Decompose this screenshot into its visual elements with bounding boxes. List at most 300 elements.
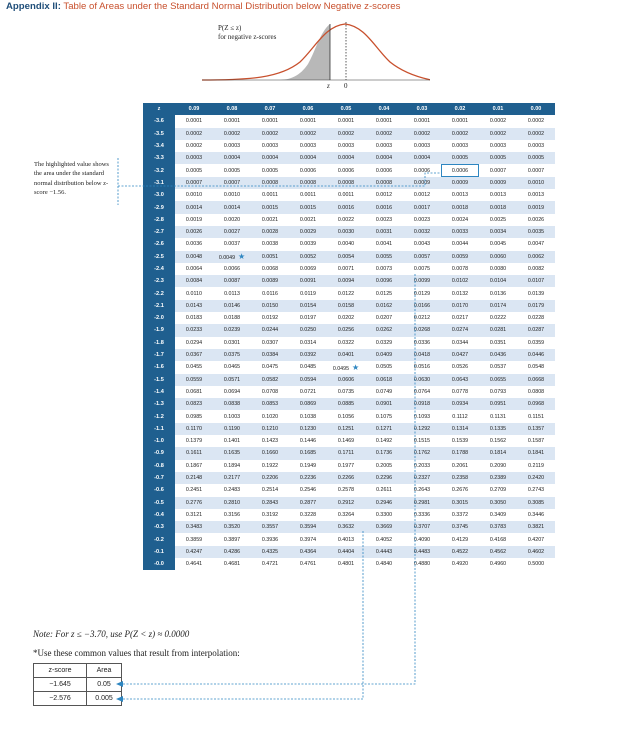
- area-value: 0.4129: [451, 536, 469, 543]
- area-cell: [175, 324, 213, 336]
- area-value: 0.0030: [337, 229, 355, 236]
- area-cell: [365, 128, 403, 140]
- area-value: 0.0475: [261, 364, 279, 371]
- area-value: 0.0188: [223, 315, 241, 322]
- area-value: 0.2119: [528, 462, 544, 469]
- area-cell: [251, 472, 289, 484]
- area-value: 0.0011: [262, 192, 278, 199]
- area-cell: [251, 533, 289, 545]
- z-value: -2.1: [154, 302, 164, 309]
- z-value: -2.9: [154, 204, 164, 211]
- area-cell: [441, 460, 479, 472]
- area-value: 0.0197: [299, 315, 317, 322]
- area-cell: [403, 337, 441, 349]
- area-value: 0.0005: [451, 155, 469, 162]
- area-value: 0.0003: [337, 143, 355, 150]
- area-value: 0.0721: [299, 388, 317, 395]
- area-cell: [175, 226, 213, 238]
- area-value: 0.3015: [451, 499, 469, 506]
- area-cell: [365, 472, 403, 484]
- table-row: [143, 287, 555, 299]
- area-cell: [327, 484, 365, 496]
- area-cell: [175, 460, 213, 472]
- area-value: 0.1562: [489, 438, 507, 445]
- area-cell: [441, 128, 479, 140]
- area-value: 0.0244: [261, 327, 279, 334]
- area-cell: [403, 115, 441, 127]
- area-cell: [327, 140, 365, 152]
- table-row: [143, 164, 555, 176]
- area-value: 0.0418: [413, 352, 431, 359]
- area-value: 0.0006: [375, 167, 393, 174]
- area-value: 0.0096: [375, 278, 393, 285]
- area-value: 0.0228: [527, 315, 545, 322]
- area-cell: [479, 275, 517, 287]
- area-cell: [175, 386, 213, 398]
- area-cell: [289, 275, 327, 287]
- z-value-cell: [143, 115, 175, 127]
- area-cell: [289, 484, 327, 496]
- area-value: 0.0749: [375, 388, 393, 395]
- z-value-cell: [143, 460, 175, 472]
- area-cell: [479, 558, 517, 570]
- area-cell: [517, 164, 555, 176]
- area-value: 0.3372: [451, 511, 469, 518]
- area-value: 0.0526: [451, 364, 469, 371]
- z-value: -0.5: [154, 499, 164, 506]
- area-cell: [251, 300, 289, 312]
- area-value: 0.0002: [527, 118, 545, 125]
- area-cell: [365, 546, 403, 558]
- area-value: 0.4247: [185, 548, 203, 555]
- area-value: 0.4960: [489, 561, 507, 568]
- area-value: 0.0010: [185, 192, 203, 199]
- area-value: 0.4168: [489, 536, 507, 543]
- area-value: 0.0035: [527, 229, 545, 236]
- area-cell: [213, 189, 251, 201]
- area-value: 0.0129: [413, 290, 431, 297]
- area-value: 0.0392: [299, 352, 317, 359]
- area-cell: [479, 546, 517, 558]
- area-cell: [289, 115, 327, 127]
- header-col: 0.06: [289, 103, 327, 115]
- area-value: 0.2709: [489, 487, 507, 494]
- area-value: 0.0091: [299, 278, 317, 285]
- area-value: 0.0125: [375, 290, 393, 297]
- area-cell: [175, 497, 213, 509]
- z-value-cell: [143, 324, 175, 336]
- area-value: 0.5000: [527, 561, 545, 568]
- area-value: 0.0495: [332, 365, 350, 372]
- area-value: 0.3483: [185, 524, 203, 531]
- area-value: 0.0003: [527, 143, 545, 150]
- prob-label: P(Z ≤ z): [218, 24, 242, 32]
- area-cell: [289, 201, 327, 213]
- area-cell: [365, 484, 403, 496]
- area-cell: [251, 214, 289, 226]
- area-value: 0.1469: [337, 438, 355, 445]
- area-cell: [441, 497, 479, 509]
- area-value: 0.0005: [489, 155, 507, 162]
- area-value: 0.1170: [186, 425, 202, 432]
- area-cell: [289, 447, 327, 459]
- header-col: 0.01: [479, 103, 517, 115]
- area-value: 0.4013: [337, 536, 355, 543]
- area-cell: [365, 374, 403, 386]
- area-value: 0.0041: [375, 241, 393, 248]
- area-value: 0.0005: [223, 167, 241, 174]
- area-value: 0.0051: [261, 253, 279, 260]
- area-cell: [441, 201, 479, 213]
- area-value: 0.0037: [223, 241, 241, 248]
- area-cell: [517, 497, 555, 509]
- area-cell: [403, 533, 441, 545]
- area-value: 0.0026: [185, 229, 203, 236]
- z-value: -2.7: [154, 229, 164, 236]
- area-value: 0.1292: [413, 425, 431, 432]
- z-value: -1.3: [154, 401, 164, 408]
- area-cell: [175, 300, 213, 312]
- area-cell: [403, 349, 441, 361]
- area-cell: [441, 251, 479, 263]
- area-cell: [365, 558, 403, 570]
- area-value: 0.2810: [223, 499, 241, 506]
- area-value: 0.1611: [186, 450, 202, 457]
- area-value: 0.0014: [185, 204, 203, 211]
- area-cell: [365, 435, 403, 447]
- area-value: 0.1357: [527, 425, 545, 432]
- area-value: 0.0040: [337, 241, 355, 248]
- area-value: 0.2327: [413, 475, 431, 482]
- area-value: 0.0559: [185, 376, 203, 383]
- area-cell: [479, 447, 517, 459]
- area-value: 0.0004: [375, 155, 393, 162]
- table-row: [143, 423, 555, 435]
- area-value: 0.0057: [413, 253, 431, 260]
- area-cell: [403, 312, 441, 324]
- z-value-cell: [143, 349, 175, 361]
- z-value: -3.5: [154, 130, 164, 137]
- area-value: 0.2206: [261, 475, 279, 482]
- area-cell: [251, 374, 289, 386]
- area-cell: [213, 128, 251, 140]
- area-cell: [365, 497, 403, 509]
- z-value-cell: [143, 410, 175, 422]
- area-value: 0.0582: [261, 376, 279, 383]
- area-value: 0.4602: [527, 548, 545, 555]
- area-cell: [403, 251, 441, 263]
- area-value: 0.1736: [375, 450, 393, 457]
- area-value: 0.2643: [413, 487, 431, 494]
- area-cell: [251, 546, 289, 558]
- area-value: 0.0643: [451, 376, 469, 383]
- area-value: 0.0080: [489, 266, 507, 272]
- area-cell: [517, 152, 555, 164]
- area-cell: [327, 546, 365, 558]
- area-cell: [479, 189, 517, 201]
- area-cell: [479, 251, 517, 263]
- table-row: [143, 140, 555, 152]
- area-cell: [441, 447, 479, 459]
- area-value: 0.1922: [261, 462, 279, 469]
- area-cell: [479, 533, 517, 545]
- zero-axis-label: 0: [344, 82, 348, 90]
- area-value: 0.1230: [299, 425, 317, 432]
- area-value: 0.0023: [413, 216, 431, 223]
- area-cell: [213, 533, 251, 545]
- area-cell: [517, 386, 555, 398]
- area-value: 0.2743: [527, 487, 545, 494]
- area-cell: [365, 423, 403, 435]
- area-cell: [327, 472, 365, 484]
- header-col: 0.02: [441, 103, 479, 115]
- area-cell: [175, 115, 213, 127]
- area-value: 0.0202: [337, 315, 355, 322]
- area-cell: [441, 361, 479, 373]
- table-row: [143, 312, 555, 324]
- area-value: 0.4286: [223, 548, 241, 555]
- area-cell: [403, 287, 441, 299]
- area-cell: [479, 349, 517, 361]
- area-cell: [517, 361, 555, 373]
- area-cell: [403, 189, 441, 201]
- z-value: -0.8: [154, 462, 164, 469]
- area-value: 0.0009: [489, 179, 507, 186]
- area-value: 0.0015: [299, 204, 317, 211]
- table-row: [143, 361, 555, 373]
- area-cell: [403, 226, 441, 238]
- area-cell: [517, 460, 555, 472]
- z-value-cell: [143, 300, 175, 312]
- z-value-cell: [143, 275, 175, 287]
- area-cell: [251, 484, 289, 496]
- area-value: 0.0007: [489, 167, 507, 174]
- area-value: 0.3520: [223, 524, 241, 531]
- area-cell: [327, 214, 365, 226]
- area-value: 0.0375: [223, 352, 241, 359]
- area-cell: [403, 324, 441, 336]
- area-cell: [289, 214, 327, 226]
- header-z: z: [143, 103, 175, 115]
- area-value: 0.0010: [527, 179, 545, 186]
- area-value: 0.2148: [185, 475, 203, 482]
- area-cell: [289, 337, 327, 349]
- area-value: 0.0668: [527, 376, 545, 383]
- area-cell: [441, 226, 479, 238]
- area-value: 0.0222: [489, 315, 507, 322]
- area-cell: [175, 398, 213, 410]
- area-cell: [213, 435, 251, 447]
- area-value: 0.1539: [451, 438, 469, 445]
- area-cell: [441, 324, 479, 336]
- area-value: 0.2061: [451, 462, 469, 469]
- area-value: 0.0951: [489, 401, 507, 408]
- area-value: 0.0068: [261, 266, 279, 272]
- area-cell: [213, 460, 251, 472]
- area-value: 0.1894: [223, 462, 241, 469]
- area-cell: [289, 324, 327, 336]
- area-value: 0.1075: [375, 413, 393, 420]
- area-value: 0.0001: [337, 118, 355, 125]
- z-value: -0.2: [154, 536, 164, 543]
- area-value: 0.0010: [223, 192, 241, 199]
- area-value: 0.0004: [223, 155, 241, 162]
- area-cell: [327, 374, 365, 386]
- table-row: [143, 189, 555, 201]
- area-cell: [289, 226, 327, 238]
- area-value: 0.4562: [489, 548, 507, 555]
- area-value: 0.0287: [527, 327, 545, 334]
- area-value: 0.3085: [527, 499, 545, 506]
- area-cell: [213, 214, 251, 226]
- area-cell: [479, 300, 517, 312]
- table-header-row: [143, 103, 555, 115]
- table-row: [143, 115, 555, 127]
- area-value: 0.0548: [527, 364, 545, 371]
- area-value: 0.1711: [338, 450, 354, 457]
- area-cell: [175, 447, 213, 459]
- area-cell: [175, 423, 213, 435]
- area-value: 0.0006: [299, 167, 317, 174]
- area-cell: [365, 152, 403, 164]
- area-cell: [289, 251, 327, 263]
- area-cell: [479, 337, 517, 349]
- area-cell: [479, 460, 517, 472]
- area-cell: [213, 152, 251, 164]
- area-value: 0.0018: [451, 204, 469, 211]
- table-row: [143, 201, 555, 213]
- area-cell: [365, 189, 403, 201]
- z-value-cell: [143, 521, 175, 533]
- area-value: 0.0139: [527, 290, 545, 297]
- area-value: 0.0158: [337, 302, 355, 309]
- area-value: 0.0322: [337, 339, 355, 346]
- z-value-cell: [143, 533, 175, 545]
- area-value: 0.3632: [337, 524, 355, 531]
- area-value: 0.0571: [223, 376, 241, 383]
- area-cell: [517, 447, 555, 459]
- area-value: 0.0122: [337, 290, 355, 297]
- area-cell: [175, 435, 213, 447]
- z-value: -2.5: [154, 253, 164, 260]
- area-value: 0.0034: [489, 229, 507, 236]
- area-value: 0.0054: [337, 253, 355, 260]
- z-value-cell: [143, 361, 175, 373]
- area-cell: [327, 201, 365, 213]
- area-value: 0.3336: [413, 511, 431, 518]
- area-cell: [403, 140, 441, 152]
- table-row: [143, 546, 555, 558]
- area-cell: [327, 337, 365, 349]
- area-value: 0.0094: [337, 278, 355, 285]
- area-value: 0.0233: [185, 327, 203, 334]
- highlight-explanation: The highlighted value shows the area under the standard normal distribution below z-score −1.56.: [34, 161, 109, 196]
- area-value: 0.0003: [489, 143, 507, 150]
- common-header-row: [34, 664, 122, 678]
- area-value: 0.0023: [375, 216, 393, 223]
- header-col: 0.09: [175, 103, 213, 115]
- area-cell: [441, 189, 479, 201]
- area-cell: [365, 201, 403, 213]
- area-cell: [517, 263, 555, 275]
- area-cell: [479, 152, 517, 164]
- area-value: 0.0446: [527, 352, 545, 359]
- area-cell: [327, 460, 365, 472]
- z-value: -1.7: [154, 352, 164, 359]
- area-cell: [251, 152, 289, 164]
- area-cell: [213, 275, 251, 287]
- area-cell: [251, 460, 289, 472]
- area-value: 0.0162: [375, 302, 393, 309]
- table-row: [143, 349, 555, 361]
- area-value: 0.0110: [186, 290, 202, 297]
- area-value: 0.0073: [375, 266, 393, 272]
- area-value: 0.0001: [261, 118, 279, 125]
- area-cell: [479, 324, 517, 336]
- area-value: 0.0708: [261, 388, 279, 395]
- z-value: -0.3: [154, 524, 164, 531]
- z-value: -1.5: [154, 376, 164, 383]
- area-cell: [213, 558, 251, 570]
- area-value: 0.0681: [185, 388, 203, 395]
- area-cell: [403, 275, 441, 287]
- area-value: 0.1446: [299, 438, 317, 445]
- area-cell: [289, 558, 327, 570]
- area-value: 0.0359: [527, 339, 545, 346]
- area-value: 0.0029: [299, 229, 317, 236]
- area-value: 0.0329: [375, 339, 393, 346]
- area-value: 0.0015: [261, 204, 279, 211]
- area-cell: [289, 398, 327, 410]
- area-value: 0.4880: [413, 561, 431, 568]
- area-cell: [479, 472, 517, 484]
- area-value: 0.0001: [413, 118, 431, 125]
- z-value: -1.6: [154, 364, 164, 371]
- area-cell: [289, 472, 327, 484]
- area-cell: [251, 337, 289, 349]
- area-value: 0.3974: [299, 536, 317, 543]
- area-cell: [517, 214, 555, 226]
- title-text: Table of Areas under the Standard Normal Distribution below Negative z-scores: [63, 1, 401, 12]
- area-value: 0.1112: [452, 413, 468, 420]
- area-value: 0.0069: [299, 266, 317, 272]
- area-cell: [213, 472, 251, 484]
- area-cell: [403, 497, 441, 509]
- z-value-cell: [143, 251, 175, 263]
- area-cell: [441, 509, 479, 521]
- area-value: 0.1056: [337, 413, 355, 420]
- area-value: 0.0004: [299, 155, 317, 162]
- area-cell: [213, 324, 251, 336]
- area-cell: [441, 423, 479, 435]
- table-row: [143, 497, 555, 509]
- area-cell: [175, 152, 213, 164]
- area-cell: [251, 177, 289, 189]
- area-value: 0.1210: [261, 425, 279, 432]
- table-row: [143, 509, 555, 521]
- area-value: 0.2483: [223, 487, 241, 494]
- area-value: 0.0006: [413, 167, 431, 174]
- area-cell: [327, 128, 365, 140]
- area-value: 0.1841: [527, 450, 545, 457]
- area-cell: [441, 300, 479, 312]
- common-z-value: −1.645: [34, 678, 87, 692]
- area-value: 0.0778: [451, 388, 469, 395]
- area-cell: [517, 300, 555, 312]
- area-value: 0.0043: [413, 241, 431, 248]
- area-cell: [403, 386, 441, 398]
- z-value-cell: [143, 484, 175, 496]
